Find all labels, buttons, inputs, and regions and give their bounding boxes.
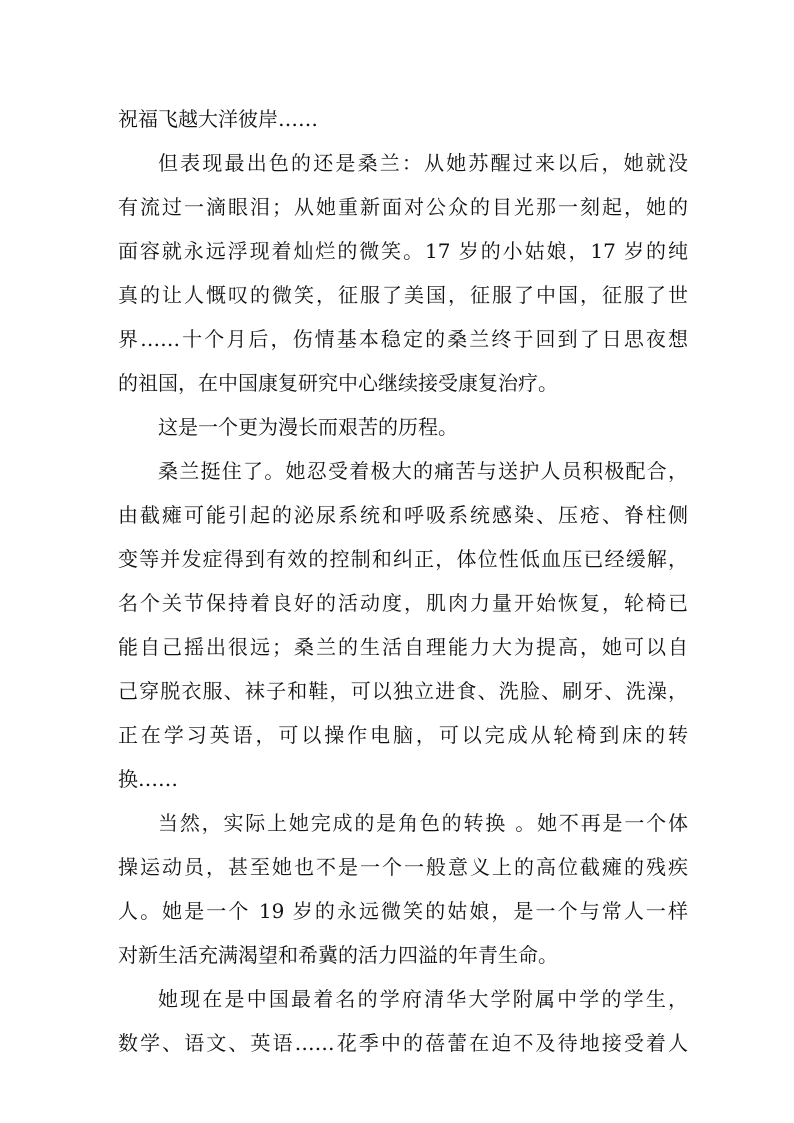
paragraph-start-line: 桑兰挺住了。她忍受着极大的痛苦与送护人员积极配合， xyxy=(158,459,688,483)
article-body xyxy=(118,97,688,1065)
text-line: 名个关节保持着良好的活动度，肌肉力量开始恢复，轮椅已 xyxy=(118,591,688,615)
text-line: 真的让人慨叹的微笑，征服了美国，征服了中国，征服了世 xyxy=(118,283,688,307)
text-line: 对新生活充满渴望和希冀的活力四溢的年青生命。 xyxy=(118,943,558,967)
text-line: 有流过一滴眼泪；从她重新面对公众的目光那一刻起，她的 xyxy=(118,195,688,219)
text-line: 己穿脱衣服、袜子和鞋，可以独立进食、洗脸、刷牙、洗澡， xyxy=(118,679,688,703)
text-line: 操运动员，甚至她也不是一个一般意义上的高位截瘫的残疾 xyxy=(118,855,688,879)
paragraph-start-line: 但表现最出色的还是桑兰：从她苏醒过来以后，她就没 xyxy=(158,151,688,175)
text-line: 正在学习英语，可以操作电脑，可以完成从轮椅到床的转 xyxy=(118,723,688,747)
text-line: 能自己摇出很远；桑兰的生活自理能力大为提高，她可以自 xyxy=(118,635,688,659)
text-line: 由截瘫可能引起的泌尿系统和呼吸系统感染、压疮、脊柱侧 xyxy=(118,503,688,527)
text-line: 界……十个月后，伤情基本稳定的桑兰终于回到了日思夜想 xyxy=(118,327,688,351)
text-line: 变等并发症得到有效的控制和纠正，体位性低血压已经缓解， xyxy=(118,547,688,571)
text-line: 数学、语文、英语……花季中的蓓蕾在迫不及待地接受着人 xyxy=(118,1031,688,1055)
paragraph-start-line: 她现在是中国最着名的学府清华大学附属中学的学生， xyxy=(158,987,688,1011)
text-line: 面容就永远浮现着灿烂的微笑。17 岁的小姑娘，17 岁的纯 xyxy=(118,239,688,263)
text-line: 的祖国，在中国康复研究中心继续接受康复治疗。 xyxy=(118,371,558,395)
text-line: 祝福飞越大洋彼岸…… xyxy=(118,107,318,131)
text-line: 换…… xyxy=(118,767,178,791)
paragraph-start-line: 这是一个更为漫长而艰苦的历程。 xyxy=(158,415,458,439)
paragraph-start-line: 当然，实际上她完成的是角色的转换 。她不再是一个体 xyxy=(158,811,688,835)
text-line: 人。她是一个 19 岁的永远微笑的姑娘，是一个与常人一样 xyxy=(118,899,688,923)
